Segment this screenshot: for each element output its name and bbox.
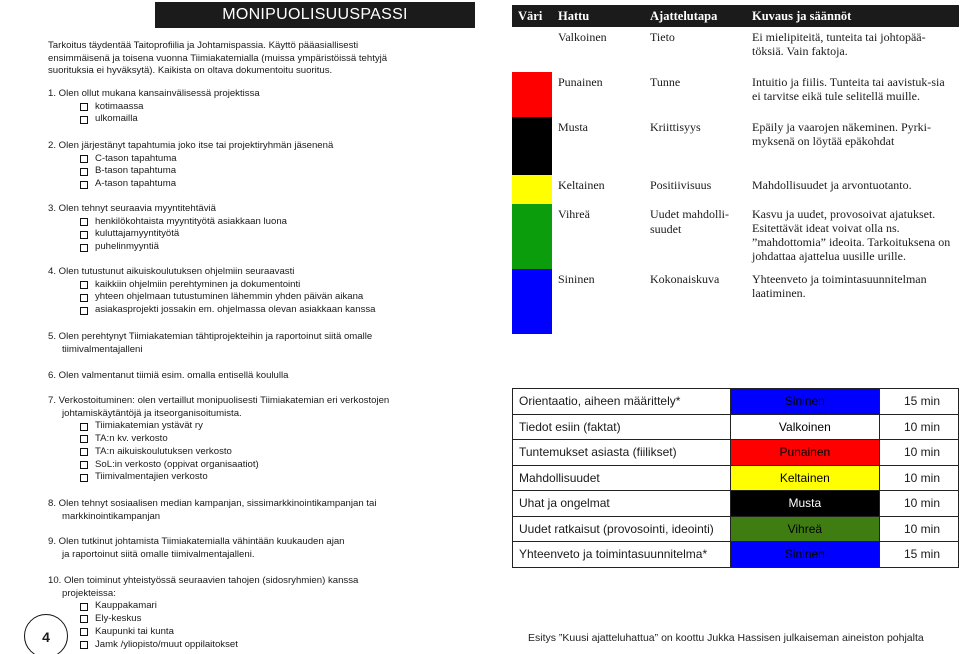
checkbox-icon[interactable] — [80, 244, 88, 252]
option-label: henkilökohtaista myyntityötä asiakkaan luona — [95, 215, 287, 227]
hat-description: Yhteenveto ja toimintasuunnitelman laatiminen. — [752, 272, 927, 300]
item-title: 8. Olen tehnyt sosiaalisen median kampanjan, sissimarkkinointikampanjan tai — [48, 498, 377, 509]
checkbox-icon[interactable] — [80, 461, 88, 469]
item-title: 6. Olen valmentanut tiimiä esim. omalla entisellä koululla — [48, 370, 289, 381]
schedule-phase: Uudet ratkaisut (provosointi, ideointi) — [513, 516, 731, 542]
option-label: SoL:in verkosto (oppivat organisaatiot) — [95, 458, 259, 470]
item-subtitle: projekteissa: — [62, 587, 116, 599]
checkbox-icon[interactable] — [80, 181, 88, 189]
checkbox-icon[interactable] — [80, 615, 88, 623]
item-title: 9. Olen tutkinut johtamista Tiimiakatemialla vähintään kuukauden ajan — [48, 536, 345, 547]
thinking-mode: Kriittisyys — [650, 120, 701, 134]
passi-item — [48, 203, 468, 254]
page-number: 4 — [24, 614, 68, 654]
option-label: ulkomailla — [95, 113, 138, 125]
passi-item — [48, 266, 468, 317]
page-title: MONIPUOLISUUSPASSI — [155, 2, 475, 28]
schedule-time: 15 min — [880, 542, 959, 568]
header-hat: Hattu — [558, 8, 590, 23]
option-label: kuluttajamyyntityötä — [95, 228, 180, 240]
checkbox-option[interactable] — [48, 279, 468, 292]
schedule-hat: Punainen — [730, 440, 880, 466]
schedule-row — [513, 414, 959, 440]
checkbox-option[interactable] — [48, 228, 468, 241]
thinking-mode: Tieto — [650, 30, 675, 44]
checkbox-option[interactable] — [48, 241, 468, 254]
checkbox-icon[interactable] — [80, 628, 88, 636]
thinking-mode: Tunne — [650, 75, 681, 89]
hat-row — [512, 117, 959, 175]
hat-name: Musta — [558, 120, 588, 134]
checkbox-option[interactable] — [48, 613, 468, 626]
checkbox-icon[interactable] — [80, 294, 88, 302]
color-swatch — [512, 27, 552, 72]
schedule-hat: Keltainen — [730, 465, 880, 491]
passi-item — [48, 575, 468, 651]
option-label: puhelinmyyntiä — [95, 241, 159, 253]
checkbox-icon[interactable] — [80, 641, 88, 649]
item-subtitle: ja raportoinut siitä omalle tiimivalmentajalleni. — [62, 548, 255, 560]
passi-item — [48, 140, 468, 191]
schedule-row — [513, 491, 959, 517]
color-swatch — [512, 72, 552, 117]
checkbox-option[interactable] — [48, 639, 468, 652]
option-label: Tiimiakatemian ystävät ry — [95, 420, 203, 432]
checkbox-icon[interactable] — [80, 603, 88, 611]
hat-row — [512, 269, 959, 334]
option-label: Jamk /yliopisto/muut oppilaitokset — [95, 638, 238, 650]
checkbox-option[interactable] — [48, 216, 468, 229]
option-label: TA:n kv. verkosto — [95, 433, 168, 445]
hat-description: Intuitio ja fiilis. Tunteita tai aavistuk-sia ei tarvitse eikä tule selitellä muille. — [752, 75, 945, 103]
schedule-row — [513, 542, 959, 568]
passi-item — [48, 536, 468, 561]
checkbox-icon[interactable] — [80, 423, 88, 431]
hat-description: Epäily ja vaarojen näkeminen. Pyrki-myksenä on löytää epäkohdat — [752, 120, 931, 148]
option-label: kaikkiin ohjelmiin perehtyminen ja dokumentointi — [95, 278, 301, 290]
item-title: 5. Olen perehtynyt Tiimiakatemian tähtiprojekteihin ja raportoinut siitä omalle — [48, 331, 373, 342]
schedule-time: 10 min — [880, 440, 959, 466]
schedule-time: 15 min — [880, 389, 959, 415]
item-subtitle: johtamiskäytäntöjä ja itseorganisoitumista. — [62, 407, 242, 419]
schedule-time: 10 min — [880, 414, 959, 440]
color-swatch — [512, 175, 552, 204]
item-subtitle: tiimivalmentajalleni — [62, 343, 143, 355]
passi-item — [48, 88, 468, 126]
schedule-hat: Valkoinen — [730, 414, 880, 440]
checkbox-icon[interactable] — [80, 435, 88, 443]
option-label: Kauppakamari — [95, 600, 157, 612]
checkbox-option[interactable] — [48, 101, 468, 114]
option-label: TA:n aikuiskoulutuksen verkosto — [95, 445, 232, 457]
hat-name: Valkoinen — [558, 30, 607, 44]
checkbox-option[interactable] — [48, 291, 468, 304]
schedule-row — [513, 516, 959, 542]
color-swatch — [512, 269, 552, 334]
schedule-hat: Sininen — [730, 389, 880, 415]
hat-description: Mahdollisuudet ja arvontuotanto. — [752, 178, 912, 192]
checkbox-option[interactable] — [48, 165, 468, 178]
schedule-hat: Sininen — [730, 542, 880, 568]
credit-text: Esitys ”Kuusi ajatteluhattua” on koottu Jukka Hassisen julkaiseman aineiston pohjalta — [528, 632, 924, 644]
option-label: Kaupunki tai kunta — [95, 625, 174, 637]
schedule-row — [513, 440, 959, 466]
schedule-phase: Orientaatio, aiheen määrittely* — [513, 389, 731, 415]
hat-table-header — [512, 5, 959, 27]
schedule-phase: Tuntemukset asiasta (fiilikset) — [513, 440, 731, 466]
item-title: 7. Verkostoituminen: olen vertaillut monipuolisesti Tiimiakatemian eri verkostojen — [48, 395, 390, 406]
option-label: A-tason tapahtuma — [95, 178, 177, 190]
item-title: 1. Olen ollut mukana kansainvälisessä projektissa — [48, 88, 260, 99]
passi-item — [48, 331, 468, 356]
hat-name: Vihreä — [558, 207, 590, 221]
passi-item — [48, 370, 468, 383]
checkbox-option[interactable] — [48, 459, 468, 472]
checkbox-icon[interactable] — [80, 116, 88, 124]
passi-item — [48, 498, 468, 523]
checkbox-icon[interactable] — [80, 155, 88, 163]
checkbox-icon[interactable] — [80, 307, 88, 315]
header-thinking: Ajattelutapa — [650, 8, 718, 23]
hat-description: Ei mielipiteitä, tunteita tai johtopää-töksiä. Vain faktoja. — [752, 30, 926, 58]
intro-text: Tarkoitus täydentää Taitoprofiilia ja Johtamispassia. Käyttö pääasiallisesti ensimmäisenä ja toisena vuonna Tiimiakatemialla (muissa ympäristöissä tehtyjä suorituksia ei hyväksytä). Kaikista on oltava dokumentoitu suoritus. — [48, 40, 388, 77]
thinking-mode: Uudet mahdolli-suudet — [650, 207, 729, 236]
schedule-time: 10 min — [880, 465, 959, 491]
option-label: Tiimivalmentajien verkosto — [95, 471, 208, 483]
checkbox-option[interactable] — [48, 178, 468, 191]
checkbox-option[interactable] — [48, 471, 468, 484]
schedule-phase: Yhteenveto ja toimintasuunnitelma* — [513, 542, 731, 568]
hat-row — [512, 175, 959, 204]
checkbox-icon[interactable] — [80, 281, 88, 289]
checkbox-icon[interactable] — [80, 448, 88, 456]
item-title: 3. Olen tehnyt seuraavia myyntitehtäviä — [48, 203, 216, 214]
schedule-table — [512, 388, 959, 568]
option-label: yhteen ohjelmaan tutustuminen lähemmin yhden päivän aikana — [95, 291, 364, 303]
passi-item — [48, 395, 468, 484]
schedule-time: 10 min — [880, 516, 959, 542]
item-title: 10. Olen toiminut yhteistyössä seuraavien tahojen (sidosryhmien) kanssa — [48, 575, 359, 586]
checkbox-option[interactable] — [48, 153, 468, 166]
hat-row — [512, 72, 959, 117]
checkbox-option[interactable] — [48, 626, 468, 639]
thinking-mode: Positiivisuus — [650, 178, 712, 192]
schedule-phase: Mahdollisuudet — [513, 465, 731, 491]
schedule-hat: Vihreä — [730, 516, 880, 542]
option-label: kotimaassa — [95, 100, 144, 112]
item-subtitle: markkinointikampanjan — [62, 510, 161, 522]
hat-name: Sininen — [558, 272, 595, 286]
option-label: C-tason tapahtuma — [95, 152, 177, 164]
checkbox-option[interactable] — [48, 304, 468, 317]
checkbox-option[interactable] — [48, 446, 468, 459]
schedule-row — [513, 389, 959, 415]
header-color: Väri — [518, 8, 543, 23]
schedule-phase: Tiedot esiin (faktat) — [513, 414, 731, 440]
option-label: Ely-keskus — [95, 613, 142, 625]
hat-table — [512, 5, 959, 334]
checkbox-icon[interactable] — [80, 168, 88, 176]
checkbox-option[interactable] — [48, 433, 468, 446]
schedule-time: 10 min — [880, 491, 959, 517]
option-label: B-tason tapahtuma — [95, 165, 177, 177]
checkbox-option[interactable] — [48, 600, 468, 613]
hat-name: Keltainen — [558, 178, 605, 192]
checkbox-icon[interactable] — [80, 218, 88, 226]
item-title: 2. Olen järjestänyt tapahtumia joko itse tai projektiryhmän jäsenenä — [48, 140, 334, 151]
hat-row — [512, 204, 959, 269]
header-desc: Kuvaus ja säännöt — [752, 9, 852, 23]
item-title: 4. Olen tutustunut aikuiskoulutuksen ohjelmiin seuraavasti — [48, 266, 295, 277]
hat-name: Punainen — [558, 75, 603, 89]
checkbox-icon[interactable] — [80, 474, 88, 482]
checkbox-icon[interactable] — [80, 103, 88, 111]
checkbox-icon[interactable] — [80, 231, 88, 239]
hat-row — [512, 27, 959, 72]
color-swatch — [512, 117, 552, 175]
option-label: asiakasprojekti jossakin em. ohjelmassa olevan asiakkaan kanssa — [95, 304, 376, 316]
schedule-row — [513, 465, 959, 491]
checkbox-option[interactable] — [48, 113, 468, 126]
color-swatch — [512, 204, 552, 269]
schedule-hat: Musta — [730, 491, 880, 517]
thinking-mode: Kokonaiskuva — [650, 272, 720, 286]
hat-description: Kasvu ja uudet, provosoivat ajatukset. Esitettävät ideat voivat olla ns. ”mahdottomia” ideoita. Tarkoituksena on johdattaa ajattelua uusille urille. — [752, 207, 951, 263]
checkbox-option[interactable] — [48, 420, 468, 433]
schedule-phase: Uhat ja ongelmat — [513, 491, 731, 517]
